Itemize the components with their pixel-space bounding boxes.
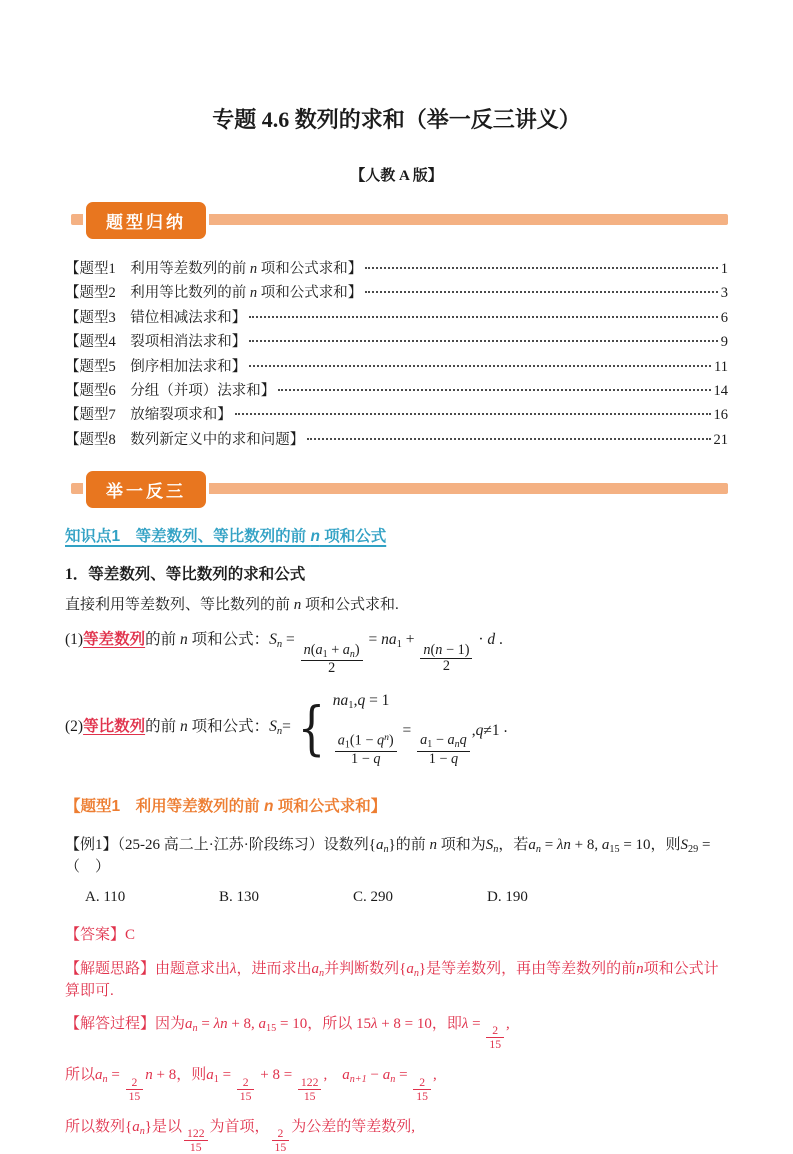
example1-options xyxy=(65,889,728,906)
case-q-not-1: $\frac{a_1(1 - q^n)}{1 - q}$ = $\frac{a_1 - a_nq}{1 - q}$ ,q≠1 xyxy=(333,719,500,767)
toc-page-number: 11 xyxy=(714,358,728,375)
toc-item-label: 【题型4 裂项相消法求和】 xyxy=(65,334,247,351)
left-brace: { xyxy=(297,694,326,763)
page-title: 专题 4.6 数列的求和（举一反三讲义） xyxy=(212,107,581,132)
toc-leader-dots xyxy=(278,389,710,391)
fraction: $\frac{2}{15}$ xyxy=(413,1076,431,1103)
banner-badge-topics: 题型归纳 xyxy=(83,199,209,242)
geometric-sum-formula xyxy=(65,689,728,768)
geometric-formula-lead: (2)等比数列的前 n 项和公式：$S_n=$ xyxy=(65,718,291,738)
toc-page-number: 3 xyxy=(720,285,728,302)
toc-page-number: 21 xyxy=(713,431,728,448)
toc-page-number: 14 xyxy=(713,383,728,400)
toc-page-number: 16 xyxy=(713,407,728,424)
toc-item[interactable] xyxy=(65,281,728,305)
knowledge-point-heading: 知识点1 等差数列、等比数列的前 n 项和公式 xyxy=(65,528,387,546)
toc-item-label: 【题型7 放缩裂项求和】 xyxy=(65,407,232,424)
toc-item[interactable] xyxy=(65,403,728,427)
example1-solution-line1: 【解答过程】因为$a_n = \lambda n + 8$, $a_{15} = 10$，所以 15λ + 8 = 10，即λ = $\frac{2}{15}$ , xyxy=(65,1015,510,1052)
geometric-formula-tail: . xyxy=(503,719,508,737)
toc-leader-dots xyxy=(249,365,711,367)
toc-item[interactable] xyxy=(65,379,728,403)
knowledge-subhead: 1．等差数列、等比数列的求和公式 xyxy=(65,566,306,584)
toc-leader-dots xyxy=(249,316,718,318)
fraction: $\frac{2}{15}$ xyxy=(126,1076,144,1103)
toc-leader-dots xyxy=(307,438,710,440)
toc-item-label: 【题型5 倒序相加法求和】 xyxy=(65,358,247,375)
example1-stem: 【例1】（25-26 高二上·江苏·阶段练习）设数列$\{a_n\}$的前 n 项和为$S_n$，若$a_n = \lambda n + 8$, $a_{15} = 10$，则$S_{29}$ = （ ） xyxy=(65,836,711,875)
knowledge-intro: 直接利用等差数列、等比数列的前 n 项和公式求和. xyxy=(65,597,399,614)
toc-item[interactable] xyxy=(65,257,728,281)
fraction: $\frac{a_1 - a_nq}{1 - q}$ xyxy=(417,733,470,767)
table-of-contents xyxy=(65,257,728,452)
fraction: $\frac{n(n - 1)}{2}$ xyxy=(420,643,472,676)
toc-page-number: 9 xyxy=(720,334,728,351)
option-b: B. 130 xyxy=(219,888,260,905)
fraction: $\frac{122}{15}$ xyxy=(298,1076,322,1103)
fraction: $\frac{n(a_1 + a_n)}{2}$ xyxy=(301,643,363,677)
toc-leader-dots xyxy=(235,413,711,415)
toc-item[interactable] xyxy=(65,355,728,379)
arithmetic-sum-formula: (1)等差数列的前 n 项和公式：$S_n$ = $\frac{n(a_1 + a_n)}{2}$ = $na_1$ + $\frac{n(n - 1)}{2}$ · d . xyxy=(65,631,503,676)
case-q-equals-1: $na_1,q = 1$ xyxy=(332,691,390,711)
toc-leader-dots xyxy=(365,291,718,293)
toc-item-label: 【题型8 数列新定义中的求和问题】 xyxy=(65,431,305,448)
toc-item-label: 【题型2 利用等比数列的前 n 项和公式求和】 xyxy=(65,285,363,302)
toc-item[interactable] xyxy=(65,306,728,330)
toc-page-number: 6 xyxy=(720,309,728,326)
case-column xyxy=(333,689,500,768)
toc-item-label: 【题型6 分组（并项）法求和】 xyxy=(65,383,276,400)
toc-item[interactable] xyxy=(65,330,728,354)
type1-heading: 【题型1 利用等差数列的前 n 项和公式求和】 xyxy=(65,797,387,815)
toc-item-label: 【题型1 利用等差数列的前 n 项和公式求和】 xyxy=(65,261,363,277)
option-a: A. 110 xyxy=(85,888,126,905)
example1-solution-line2: 所以$a_n$ = $\frac{2}{15}$ n + 8，则$a_1$ = $\frac{2}{15}$ + 8 = $\frac{122}{15}$ , $a_{n+1} - a_n$ = $\frac{2}{15}$ , xyxy=(65,1067,437,1103)
option-d: D. 190 xyxy=(487,888,528,905)
example1-answer: 【答案】C xyxy=(65,926,136,943)
toc-item-label: 【题型3 错位相减法求和】 xyxy=(65,309,247,326)
banner-badge-practice: 举一反三 xyxy=(83,468,209,511)
section-banner-practice xyxy=(65,468,728,508)
option-c: C. 290 xyxy=(353,888,394,905)
toc-leader-dots xyxy=(249,340,718,342)
edition-subtitle: 【人教 A 版】 xyxy=(350,168,443,184)
piecewise-cases xyxy=(293,689,500,768)
fraction: $\frac{2}{15}$ xyxy=(486,1024,504,1051)
section-banner-topics xyxy=(65,199,728,239)
toc-item[interactable] xyxy=(65,428,728,452)
example1-solution-line3: 所以数列$\{a_n\}$是以 $\frac{122}{15}$ 为首项， $\frac{2}{15}$ 为公差的等差数列, xyxy=(65,1118,415,1154)
fraction: $\frac{2}{15}$ xyxy=(237,1076,255,1103)
toc-page-number: 1 xyxy=(720,261,728,277)
fraction: $\frac{a_1(1 - q^n)}{1 - q}$ xyxy=(335,733,397,767)
example1-analysis: 【解题思路】由题意求出λ，进而求出$a_n$并判断数列$\{a_n\}$是等差数列，再由等差数列的前n项和公式计算即可. xyxy=(65,960,719,999)
toc-leader-dots xyxy=(365,267,718,269)
fraction: $\frac{122}{15}$ xyxy=(184,1127,208,1154)
fraction: $\frac{2}{15}$ xyxy=(272,1127,290,1154)
